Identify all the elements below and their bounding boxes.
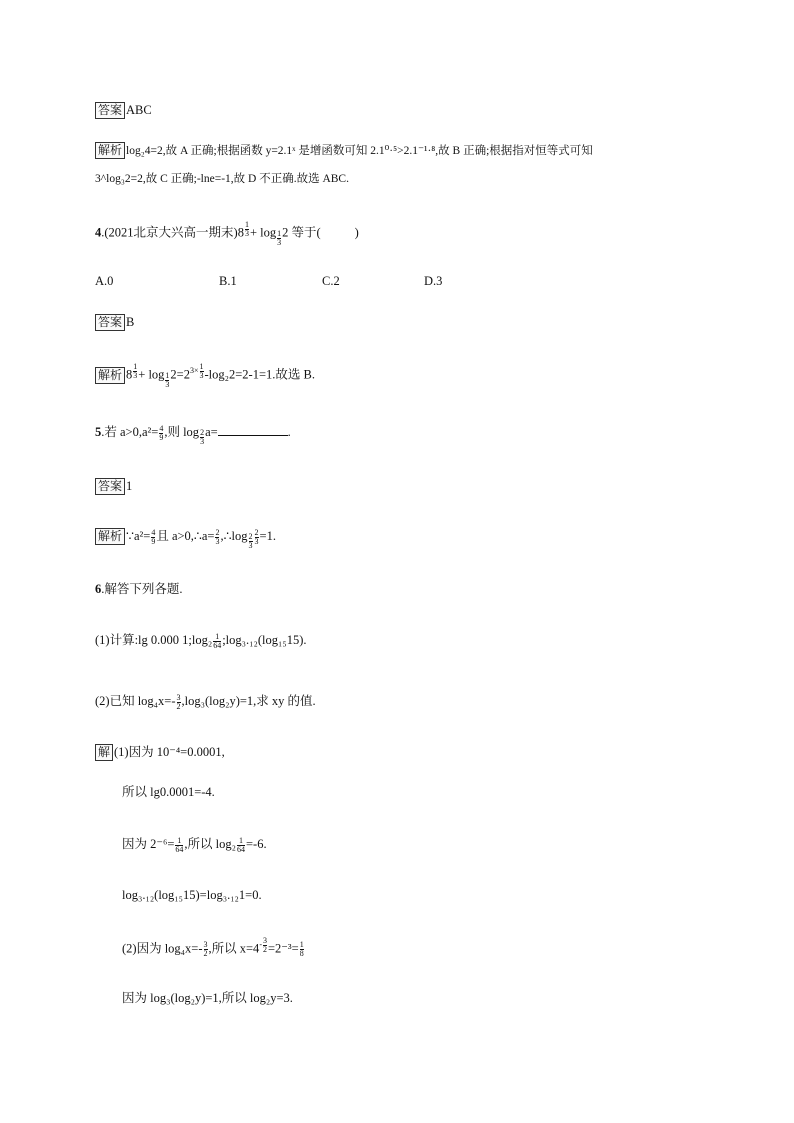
answer-tag: 答案 [95, 314, 125, 331]
q4-number: 4 [95, 225, 102, 240]
answer-value: 1 [126, 479, 133, 493]
analysis-tag: 解析 [95, 142, 125, 159]
q5-number: 5 [95, 425, 102, 439]
q4-stem: 4.(2021北京大兴高一期末)8 $^{\frac{1}{3}}$ + log $_{\frac{1}{3}}$ 2 等于( ) [95, 220, 359, 247]
analysis-tag: 解析 [95, 528, 125, 545]
q3-analysis-text1: log₂4=2,故 A 正确;根据函数 y=2.1ˣ 是增函数可知 2.1⁰·⁵>2.1⁻¹·⁸,故 B 正确;根据指对恒等式可知 [126, 145, 593, 157]
q6-solution-line4: log₃.₁₂(log₁₅15)=log₃.₁₂1=0. [122, 888, 262, 902]
q6-number: 6 [95, 582, 102, 596]
q5-analysis-line: 解析 ∵a²= $\frac{4}{9}$ 且 a>0,∴a= $\frac{2}{3}$ ,∴log $_{\frac{2}{3}}$ $\frac{2}{3}$ =1. [95, 527, 276, 550]
q4-option-d: D.3 [424, 274, 443, 288]
q4-stem-tail: 等于( [291, 225, 321, 240]
q6-solution-line6: 因为 log₃(log₂y)=1,所以 log₂y=3. [122, 991, 293, 1005]
q5-answer-line [95, 477, 132, 495]
q6-solution-line3: 因为 2⁻⁶= $\frac{1}{64}$ ,所以 log₂ $\frac{1}{64}$ =-6. [122, 835, 267, 854]
answer-tag: 答案 [95, 102, 125, 119]
q4-analysis-tail: -log₂2=2-1=1.故选 B. [204, 367, 315, 382]
q4-source: .(2021北京大兴高一期末) [101, 225, 238, 240]
answer-value: B [126, 315, 135, 329]
q4-option-a: A.0 [95, 274, 114, 288]
q4-analysis-line: 解析 8 $^{\frac{1}{3}}$ + log $_{\frac{1}{3}}$ $2=2^{3\times \frac{1}{3}}$ -log₂2=2-1=1.故选 B. [95, 363, 315, 389]
q6-part1: (1)计算:lg 0.000 1;log₂ $\frac{1}{64}$ ;log₃.₁₂(log₁₅15). [95, 631, 307, 650]
q6-stem: 6.解答下列各题. [95, 582, 183, 596]
q3-analysis-text2: 3^log₃2=2,故 C 正确;-lne=-1,故 D 不正确.故选 ABC. [95, 173, 349, 185]
solution-tag: 解 [95, 744, 113, 761]
answer-value: ABC [126, 103, 152, 117]
q5-stem: 5.若 a>0,a²= $\frac{4}{9}$ ,则 log $_{\frac{2}{3}}$ a= . [95, 423, 291, 447]
q3-analysis-line2 [95, 170, 349, 188]
q4-answer-line [95, 313, 134, 331]
q4-option-b: B.1 [219, 274, 237, 288]
q3-answer-line [95, 101, 152, 119]
q4-option-c: C.2 [322, 274, 340, 288]
q6-solution-line2: 所以 lg0.0001=-4. [122, 785, 215, 799]
q6-part2: (2)已知 log₄x=- $\frac{3}{2}$ ,log₃(log₂y)=1,求 xy 的值. [95, 692, 316, 711]
q6-solution-line1: 解 (1)因为 10⁻⁴=0.0001, [95, 743, 225, 761]
analysis-tag: 解析 [95, 367, 125, 384]
q5-answer-blank [218, 423, 288, 436]
answer-tag: 答案 [95, 478, 125, 495]
q3-analysis-line1 [95, 142, 593, 160]
q6-solution-line5: (2)因为 log₄x=- $\frac{3}{2}$ ,所以 $x=4^{- \frac{3}{2}}$ =2⁻³= $\frac{1}{8}$ [122, 936, 304, 959]
